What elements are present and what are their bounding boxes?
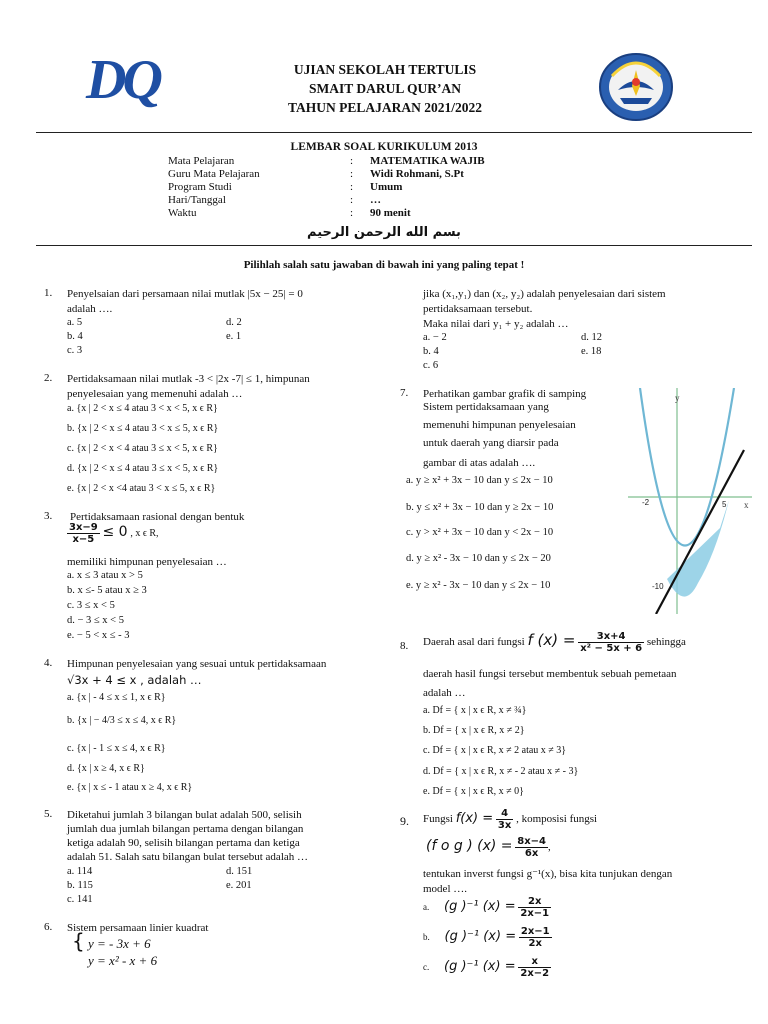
question-7-text: gambar di atas adalah …. <box>423 457 536 469</box>
info-colon: : <box>350 181 354 193</box>
question-7-text: untuk daerah yang diarsir pada <box>423 437 559 449</box>
option-a[interactable]: a. − 2 <box>423 332 447 343</box>
question-6-text: pertidaksamaan tersebut. <box>423 303 533 315</box>
question-1-text: adalah …. <box>67 303 113 315</box>
denominator: x² − 5x + 6 <box>580 643 643 654</box>
question-8-text: adalah … <box>423 687 466 699</box>
program-value: Umum <box>370 181 403 193</box>
system-brace: { <box>72 929 85 953</box>
option-d[interactable]: d. 151 <box>226 866 253 877</box>
option-e[interactable]: e. Df = { x | x ϵ R, x ≠ 0} <box>423 786 524 797</box>
option-c[interactable]: c. {x | - 1 ≤ x ≤ 4, x ϵ R} <box>67 743 166 754</box>
option-d[interactable]: d. y ≥ x² - 3x − 10 dan y ≤ 2x − 20 <box>406 553 551 564</box>
option-b[interactable]: b. 4 <box>67 331 83 342</box>
fraction <box>518 896 551 919</box>
y-tick-neg: -10 <box>652 582 664 591</box>
fraction <box>519 926 552 949</box>
numerator: 3x−9 <box>69 522 98 533</box>
option-b[interactable]: b. 115 <box>67 880 93 891</box>
x-tick-pos: 5 <box>722 500 727 509</box>
shaded-region <box>667 500 729 597</box>
x-tick-neg: -2 <box>642 498 650 507</box>
option-d[interactable]: d. 12 <box>581 332 602 343</box>
domain-text: , x ϵ R, <box>130 528 159 540</box>
question-6-text: Sistem persamaan linier kuadrat <box>67 922 209 934</box>
question-9-text <box>423 808 597 831</box>
question-7-text: memenuhi himpunan penyelesaian <box>423 419 576 431</box>
inverse-function: (g )⁻¹ (x) = <box>444 959 516 975</box>
option-a[interactable]: a. Df = { x | x ϵ R, x ≠ ¾} <box>423 705 527 716</box>
question-8-text <box>423 631 686 654</box>
question-1-text: Penyelsaian dari persamaan nilai mutlak |5x − 25| = 0 <box>67 288 303 300</box>
option-d[interactable]: d. 2 <box>226 317 242 328</box>
option-d[interactable]: d. Df = { x | x ϵ R, x ≠ - 2 atau x ≠ - 3} <box>423 766 579 777</box>
option-letter: a. <box>423 902 430 913</box>
info-label: Program Studi <box>168 181 232 193</box>
question-3-text: memiliki himpunan penyelesaian … <box>67 556 227 568</box>
fraction <box>67 522 100 545</box>
numerator: 2x <box>518 896 551 908</box>
question-number: 9. <box>400 814 409 828</box>
line <box>656 450 744 614</box>
option-c[interactable] <box>423 956 551 979</box>
numerator: 8x−4 <box>517 836 546 847</box>
question-number: 4. <box>44 657 53 669</box>
info-label: Guru Mata Pelajaran <box>168 168 260 180</box>
fraction <box>515 836 548 859</box>
question-number: 5. <box>44 808 53 820</box>
option-b[interactable]: b. 4 <box>423 346 439 357</box>
option-a[interactable]: a. 114 <box>67 866 93 877</box>
inverse-function: (g )⁻¹ (x) = <box>444 899 516 915</box>
option-a[interactable]: a. {x | - 4 ≤ x ≤ 1, x ϵ R} <box>67 692 166 703</box>
option-letter: b. <box>423 932 430 943</box>
question-9-text: tentukan inverst fungsi g⁻¹(x), bisa kita tunjukan dengan <box>423 868 673 880</box>
option-b[interactable]: b. Df = { x | x ϵ R, x ≠ 2} <box>423 725 525 736</box>
text: Daerah asal dari fungsi <box>423 636 525 649</box>
subject-value: MATEMATIKA WAJIB <box>370 155 485 167</box>
option-a[interactable]: a. x ≤ 3 atau x > 5 <box>67 570 143 581</box>
option-c[interactable]: c. 3 <box>67 345 83 356</box>
fraction <box>578 631 644 654</box>
inequality-sign: ≤ 0 <box>102 524 128 541</box>
basmala: بسم الله الرحمن الرحيم <box>307 225 461 240</box>
option-b[interactable]: b. {x | 2 < x ≤ 4 atau 3 < x ≤ 5, x ϵ R} <box>67 423 219 434</box>
time-value: 90 menit <box>370 207 411 219</box>
x-axis-label: x <box>744 500 749 510</box>
option-e[interactable]: e. 201 <box>226 880 252 891</box>
option-e[interactable]: e. − 5 < x ≤ - 3 <box>67 630 130 641</box>
question-7-text: Sistem pertidaksamaan yang <box>423 401 549 413</box>
composition: (f o g ) (x) = <box>426 838 513 855</box>
question-4-text: Himpunan penyelesaian yang sesuai untuk pertidaksamaan <box>67 658 327 670</box>
option-c[interactable]: c. y > x² + 3x − 10 dan y < 2x − 10 <box>406 527 554 538</box>
option-a[interactable]: a. 5 <box>67 317 83 328</box>
denominator: 2x−2 <box>520 968 550 979</box>
y-axis-label: y <box>675 393 680 403</box>
option-b[interactable]: b. {x | − 4/3 ≤ x ≤ 4, x ϵ R} <box>67 715 177 726</box>
info-colon: : <box>350 194 354 206</box>
info-colon: : <box>350 168 354 180</box>
question-number: 6. <box>44 921 53 933</box>
question-5-text: adalah 51. Salah satu bilangan bulat tersebut adalah … <box>67 851 309 863</box>
question-2-text: penyelesaian yang memenuhi adalah … <box>67 388 243 400</box>
exam-title: UJIAN SEKOLAH TERTULIS <box>293 62 477 77</box>
option-e[interactable]: e. 18 <box>581 346 602 357</box>
option-e[interactable]: e. {x | x ≤ - 1 atau x ≥ 4, x ϵ R} <box>67 782 193 793</box>
option-letter: c. <box>423 962 430 973</box>
denominator: 3x <box>497 820 512 831</box>
option-c[interactable]: c. 141 <box>67 894 93 905</box>
text: , komposisi fungsi <box>516 813 598 826</box>
question-5-text: Diketahui jumlah 3 bilangan bulat adalah 500, selisih <box>67 809 302 821</box>
question-5-text: jumlah dua jumlah bilangan pertama dengan bilangan <box>67 823 304 835</box>
question-3-text: Pertidaksamaan rasional dengan bentuk <box>70 511 245 523</box>
question-8-text: daerah hasil fungsi tersebut membentuk sebuah pemetaan <box>423 668 677 680</box>
info-label: Waktu <box>168 207 197 219</box>
option-d[interactable]: d. {x | 2 < x ≤ 4 atau 3 ≤ x < 5, x ϵ R} <box>67 463 219 474</box>
option-c[interactable]: c. Df = { x | x ϵ R, x ≠ 2 atau x ≠ 3} <box>423 745 567 756</box>
equation-1: y = - 3x + 6 <box>88 936 151 951</box>
question-7-text: Perhatikan gambar grafik di samping <box>423 388 587 400</box>
question-2-text: Pertidaksamaan nilai mutlak -3 < |2x -7| ≤ 1, himpunan <box>67 373 310 385</box>
option-a[interactable]: a. y ≥ x² + 3x − 10 dan y ≤ 2x − 10 <box>406 475 553 486</box>
option-d[interactable]: d. − 3 ≤ x < 5 <box>67 615 124 626</box>
function-name: f (x) = <box>527 631 576 650</box>
question-9-text: model …. <box>423 883 467 895</box>
option-c[interactable]: c. {x | 2 < x < 4 atau 3 ≤ x < 5, x ϵ R} <box>67 443 218 454</box>
info-colon: : <box>350 207 354 219</box>
school-name: SMAIT DARUL QUR’AN <box>308 81 461 96</box>
instruction: Pilihlah salah satu jawaban di bawah ini yang paling tepat ! <box>243 259 525 271</box>
numerator: 2x−1 <box>520 926 550 937</box>
equation-2: y = x² - x + 6 <box>88 953 158 968</box>
numerator: 4 <box>496 808 513 820</box>
fraction <box>518 956 551 979</box>
question-5-text: ketiga adalah 90, selisih bilangan pertama dan ketiga <box>67 837 300 849</box>
quadratic-linear-graph <box>628 388 752 614</box>
option-b[interactable]: b. y ≤ x² + 3x − 10 dan y ≥ 2x − 10 <box>406 502 554 513</box>
question-number: 7. <box>400 387 409 399</box>
option-e[interactable]: e. 1 <box>226 331 242 342</box>
composition-equation: (f o g ) (x) = $\frac{8x-4}{6x}$ , <box>426 836 551 859</box>
school-logo: DQ <box>86 49 159 111</box>
option-c[interactable]: c. 3 ≤ x < 5 <box>67 600 115 611</box>
info-label: Hari/Tanggal <box>168 194 226 206</box>
question-6-text: jika (x₁,y₁) dan (x₂, y₂) adalah penyelesaian dari sistem <box>423 288 666 300</box>
sheet-title: LEMBAR SOAL KURIKULUM 2013 <box>290 141 478 153</box>
question-number: 8. <box>400 640 409 652</box>
question-number: 1. <box>44 287 53 299</box>
option-b[interactable] <box>423 926 552 949</box>
denominator: 2x <box>528 938 542 949</box>
option-b[interactable]: b. x ≤- 5 atau x ≥ 3 <box>67 585 147 596</box>
inverse-function: (g )⁻¹ (x) = <box>444 929 517 945</box>
question-number: 3. <box>44 510 53 522</box>
date-value: … <box>370 194 381 206</box>
option-e[interactable]: e. y ≥ x² - 3x − 10 dan y ≤ 2x − 10 <box>406 580 551 591</box>
option-a[interactable]: a. {x | 2 < x ≤ 4 atau 3 < x < 5, x ϵ R} <box>67 403 218 414</box>
numerator: x <box>518 956 551 968</box>
function-name: f(x) = <box>455 811 494 827</box>
rational-inequality <box>67 522 159 545</box>
denominator: 2x−1 <box>520 908 550 919</box>
academic-year: TAHUN PELAJARAN 2021/2022 <box>287 100 482 115</box>
option-c[interactable]: c. 6 <box>423 360 439 371</box>
denominator: 6x <box>524 848 539 859</box>
numerator: 3x+4 <box>578 631 644 643</box>
option-d[interactable]: d. {x | x ≥ 4, x ϵ R} <box>67 763 145 774</box>
option-a[interactable] <box>423 896 551 919</box>
denominator: x−5 <box>72 534 95 545</box>
tut-wuri-handayani-seal <box>598 52 674 122</box>
question-number: 2. <box>44 372 53 384</box>
option-e[interactable]: e. {x | 2 < x <4 atau 3 < x ≤ 5, x ϵ R} <box>67 483 216 494</box>
info-label: Mata Pelajaran <box>168 155 235 167</box>
text: sehingga <box>646 636 686 649</box>
teacher-value: Widi Rohmani, S.Pt <box>370 168 464 180</box>
question-6-text: Maka nilai dari y₁ + y₂ adalah … <box>423 318 569 330</box>
question-4-inequality: √3x + 4 ≤ x , adalah … <box>67 673 202 687</box>
fraction <box>496 808 513 831</box>
text: Fungsi <box>423 813 453 826</box>
info-colon: : <box>350 155 354 167</box>
parabola <box>640 388 734 546</box>
